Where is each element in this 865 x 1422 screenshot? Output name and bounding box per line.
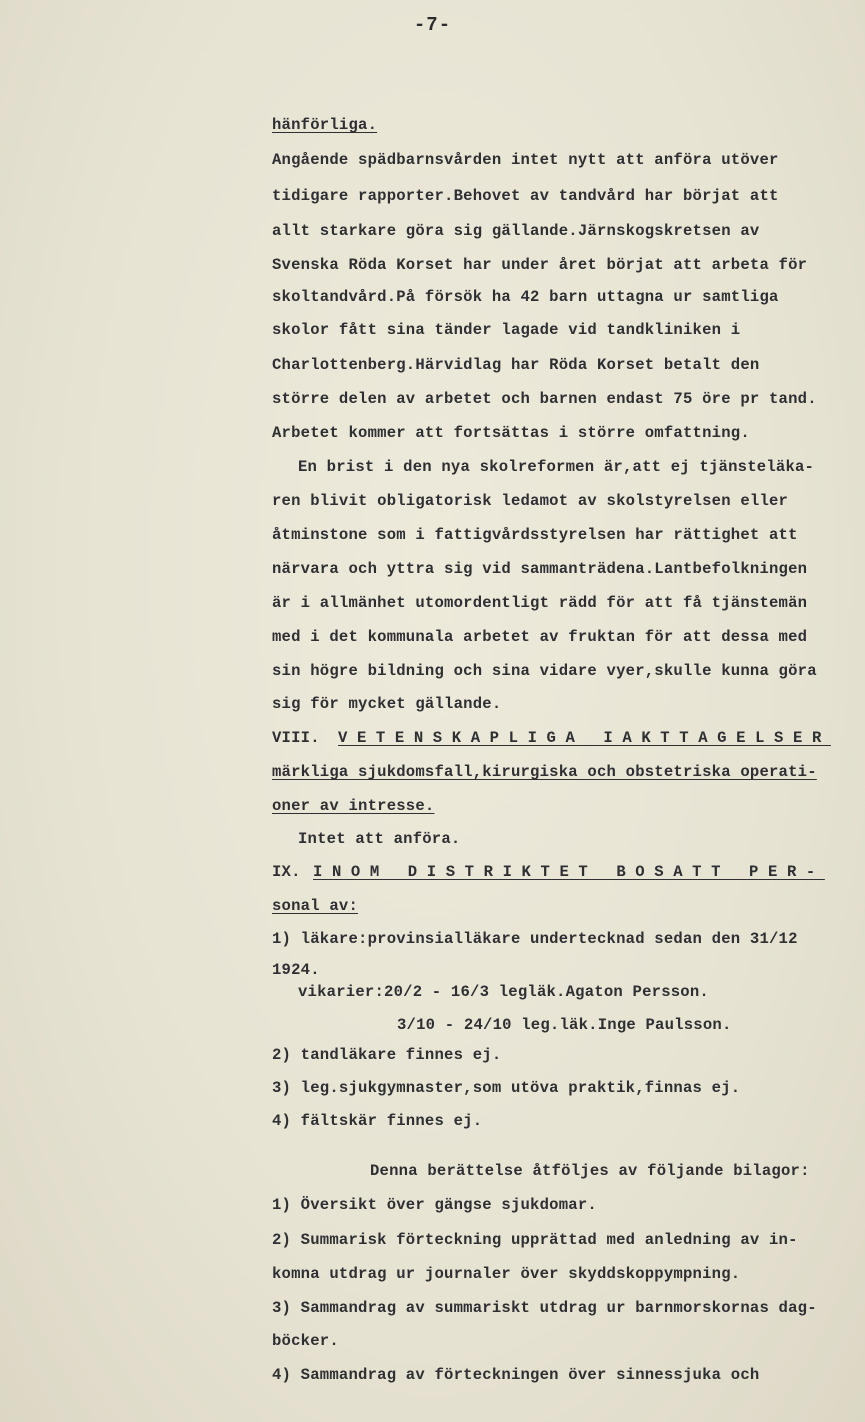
text-line: skoltandvård.På försök ha 42 barn uttagna ur samtliga xyxy=(272,288,779,306)
heading-tail: hänförliga. xyxy=(272,116,378,134)
appendix-intro: Denna berättelse åtföljes av följande bilagor: xyxy=(370,1162,810,1180)
section-9-number: IX. xyxy=(272,863,301,881)
text-line: ren blivit obligatorisk ledamot av skolstyrelsen eller xyxy=(272,492,789,510)
text-line: En brist i den nya skolreformen är,att ej tjänsteläka- xyxy=(298,458,815,476)
text-line: större delen av arbetet och barnen endast 75 öre pr tand. xyxy=(272,390,817,408)
text-line: skolor fått sina tänder lagade vid tandkliniken i xyxy=(272,321,741,339)
list-item: 2) tandläkare finnes ej. xyxy=(272,1046,502,1064)
text-line: är i allmänhet utomordentligt rädd för att få tjänstemän xyxy=(272,594,808,612)
list-item: 1) läkare:provinsialläkare undertecknad sedan den 31/12 xyxy=(272,930,798,948)
appendix-item: 1) Översikt över gängse sjukdomar. xyxy=(272,1196,597,1214)
appendix-item: komna utdrag ur journaler över skyddskoppympning. xyxy=(272,1265,741,1283)
text-line: Charlottenberg.Härvidlag har Röda Korset betalt den xyxy=(272,356,760,374)
appendix-item: böcker. xyxy=(272,1332,339,1350)
list-item: 4) fältskär finnes ej. xyxy=(272,1112,483,1130)
appendix-item: 2) Summarisk förteckning upprättad med anledning av in- xyxy=(272,1231,798,1249)
section-8-number: VIII. xyxy=(272,729,320,747)
text-line: sin högre bildning och sina vidare vyer,skulle kunna göra xyxy=(272,662,817,680)
list-item: 3/10 - 24/10 leg.läk.Inge Paulsson. xyxy=(397,1016,732,1034)
text-line: med i det kommunala arbetet av fruktan för att dessa med xyxy=(272,628,808,646)
section-8-body: Intet att anföra. xyxy=(298,830,461,848)
text-line: Angående spädbarnsvården intet nytt att anföra utöver xyxy=(272,151,779,169)
text-line: närvara och yttra sig vid sammanträdena.Lantbefolkningen xyxy=(272,560,808,578)
section-8-subtitle: märkliga sjukdomsfall,kirurgiska och obstetriska operati- xyxy=(272,763,817,781)
page-number: -7- xyxy=(413,14,452,36)
text-line: allt starkare göra sig gällande.Järnskogskretsen av xyxy=(272,222,760,240)
list-item: 1924. xyxy=(272,961,320,979)
section-8-subtitle: oner av intresse. xyxy=(272,797,435,815)
text-line: sig för mycket gällande. xyxy=(272,695,502,713)
text-line: tidigare rapporter.Behovet av tandvård har börjat att xyxy=(272,187,779,205)
text-line: åtminstone som i fattigvårdsstyrelsen har rättighet att xyxy=(272,526,798,544)
appendix-item: 4) Sammandrag av förteckningen över sinnessjuka och xyxy=(272,1366,760,1384)
list-item: 3) leg.sjukgymnaster,som utöva praktik,finnas ej. xyxy=(272,1079,741,1097)
section-9-subtitle: sonal av: xyxy=(272,897,359,915)
appendix-item: 3) Sammandrag av summariskt utdrag ur barnmorskornas dag- xyxy=(272,1299,817,1317)
text-line: Arbetet kommer att fortsättas i större omfattning. xyxy=(272,424,750,442)
section-8-title: VETENSKAPLIGA IAKTTAGELSER xyxy=(338,729,831,747)
text-line: Svenska Röda Korset har under året börjat att arbeta för xyxy=(272,256,808,274)
list-item: vikarier:20/2 - 16/3 legläk.Agaton Persson. xyxy=(298,983,709,1001)
section-9-title: INOM DISTRIKTET BOSATT PER- xyxy=(313,863,825,881)
